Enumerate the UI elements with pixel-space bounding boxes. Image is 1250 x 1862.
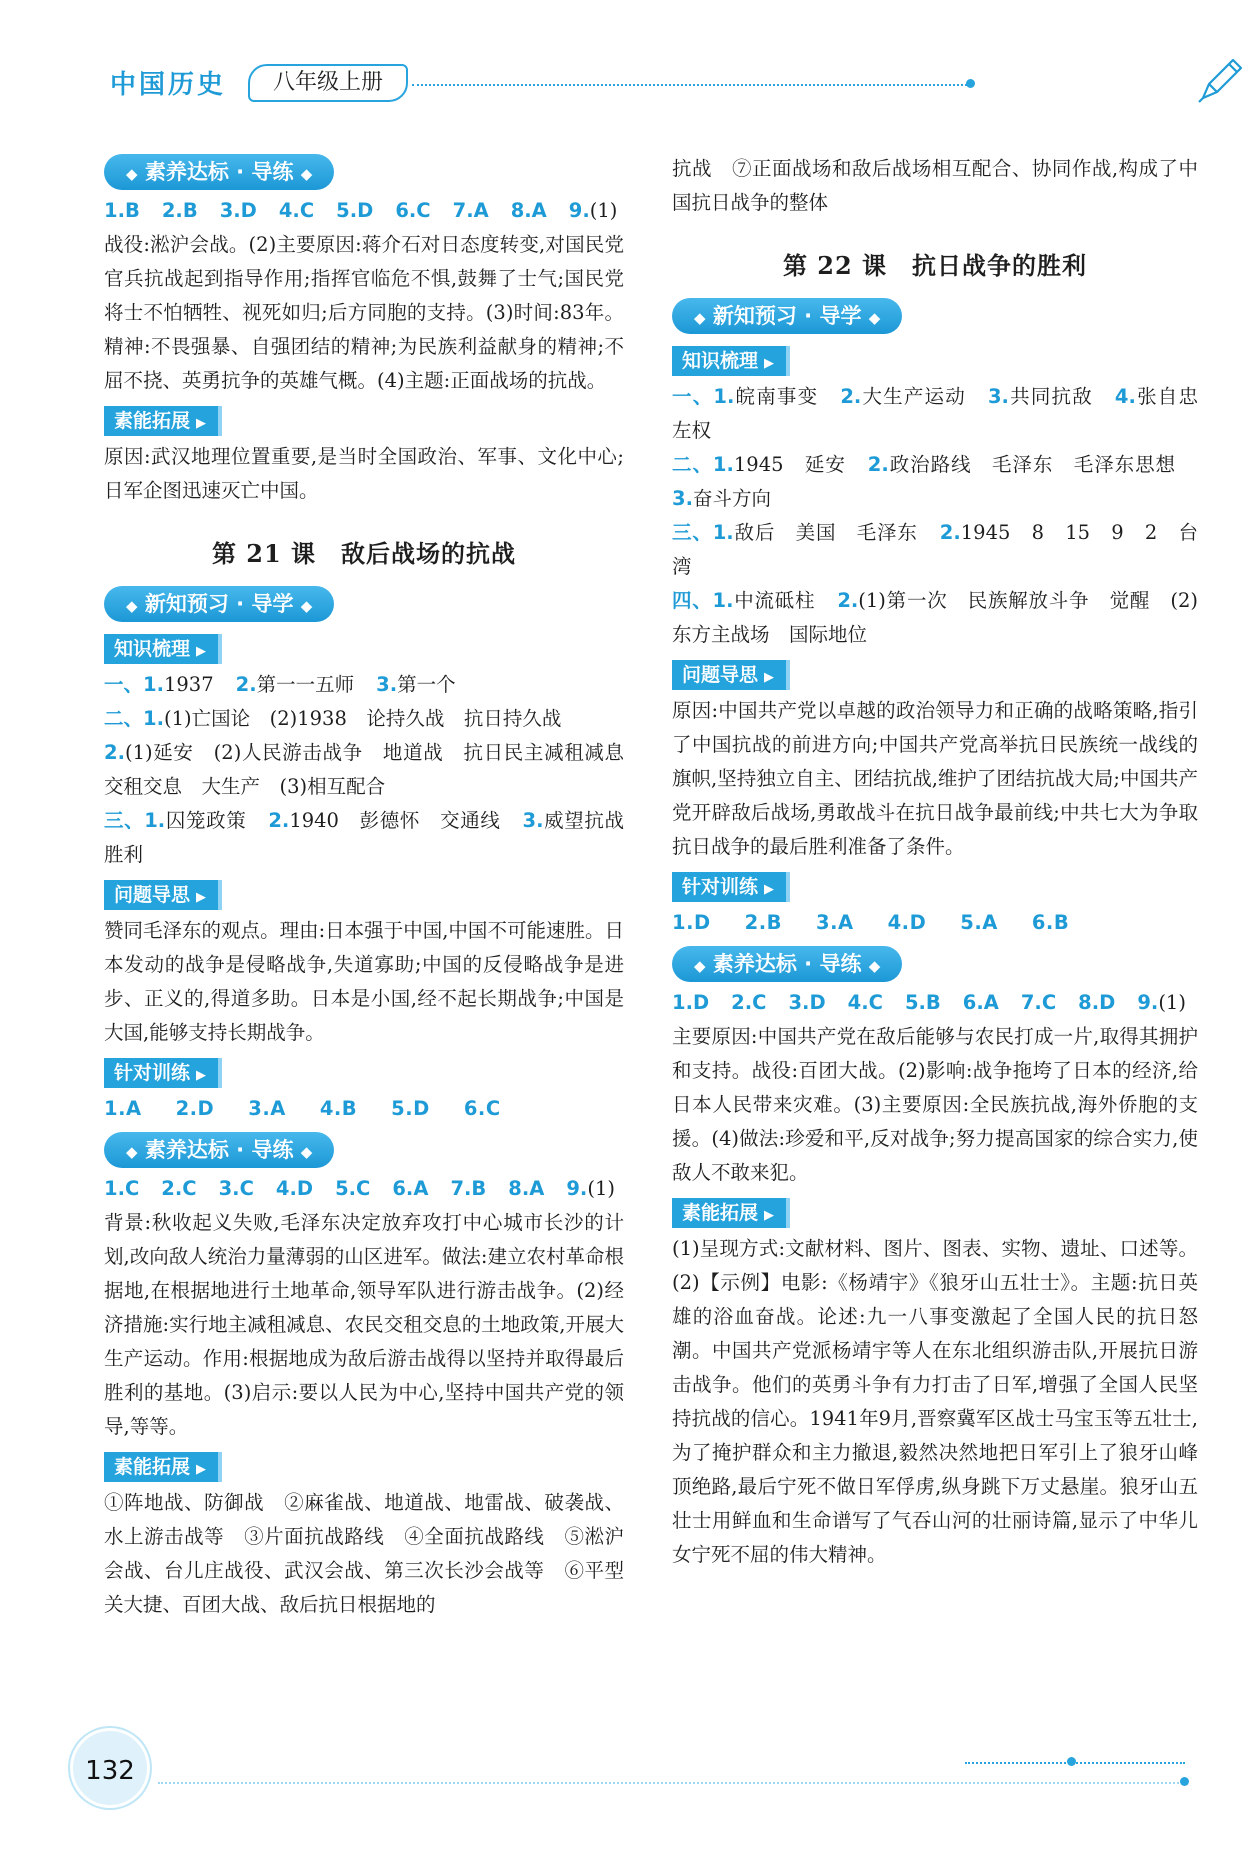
answer-block: 1.B 2.B 3.D 4.C 5.D 6.C 7.A 8.A 9.(1)战役:淞沪会战。(2)主要原因:蒋介石对日态度转变,对国民党官兵抗战起到指导作用;指挥官临危不惧,鼓舞了士气;国民党将士不怕牺牲、视死如归;后方同胞的支持。(3)时间:83年。精神:不畏强暴、自强团结的精神;为民族利益献身的精神;不屈不挠、英勇抗争的英雄气概。(4)主题:正面战场的抗战。 [104, 199, 624, 392]
knowledge-line: 二、1.1945 延安 2.政治路线 毛泽东 毛泽东思想3.奋斗方向 [672, 453, 1176, 510]
section-pill-preview: ◆ 新知预习 · 导学 ◆ [672, 298, 902, 334]
paragraph: 抗战 ⑦正面战场和敌后战场相互配合、协同作战,构成了中国抗日战争的整体 [672, 157, 1198, 214]
paragraph: (1)呈现方式:文献材料、图片、图表、实物、遗址、口述等。(2)【示例】电影:《杨靖宇》《狼牙山五壮士》。主题:抗日英雄的浴血奋战。论述:九一八事变激起了全国人民的抗日怒潮。中国共产党派杨靖宇等人在东北组织游击队,开展抗日游击战争。他们的英勇斗争有力打击了日军,增强了全国人民坚持抗战的信心。1941年9月,晋察冀军区战士马宝玉等五壮士,为了掩护群众和主力撤退,毅然决然地把日军引上了狼牙山峰顶绝路,最后宁死不做日军俘虏,纵身跳下万丈悬崖。狼牙山五壮士用鲜血和生命谱写了气吞山河的壮丽诗篇,显示了中华儿女宁死不屈的伟大精神。 [672, 1237, 1198, 1566]
footer-dot [1180, 1777, 1189, 1786]
section-tag-training: 针对训练 ▶ [672, 872, 790, 902]
section-tag-training: 针对训练 ▶ [104, 1058, 222, 1088]
lesson-title-21: 第 21 课 敌后战场的抗战 [211, 539, 517, 568]
knowledge-line: 2.(1)延安 (2)人民游击战争 地道战 抗日民主减租减息 交租交息 大生产 (3)相互配合 [104, 741, 644, 798]
section-tag-question: 问题导思 ▶ [104, 880, 222, 910]
footer-dot [1067, 1757, 1076, 1766]
right-column [672, 152, 1218, 1572]
section-pill-preview: ◆ 新知预习 · 导学 ◆ [104, 586, 334, 622]
knowledge-line: 三、1.敌后 美国 毛泽东 2.1945 8 15 9 2 台湾 [672, 521, 1198, 578]
section-tag-extension: 素能拓展 ▶ [104, 406, 222, 436]
paragraph: 赞同毛泽东的观点。理由:日本强于中国,中国不可能速胜。日本发动的战争是侵略战争,失道寡助;中国的反侵略战争是进步、正义的,得道多助。日本是小国,经不起长期战争;中国是大国,能够支持长期战争。 [104, 919, 624, 1044]
knowledge-line: 二、1.(1)亡国论 (2)1938 论持久战 抗日持久战 [104, 707, 562, 730]
knowledge-line: 一、1.皖南事变 2.大生产运动 3.共同抗敌 4.张自忠 左权 [672, 385, 1218, 442]
answer-block: 1.D 2.C 3.D 4.C 5.B 6.A 7.C 8.D 9.(1)主要原因:中国共产党在敌后能够与农民打成一片,取得其拥护和支持。战役:百团大战。(2)影响:战争拖垮了日本的经济,给日本人民带来灾难。(3)主要原因:全民族抗战,海外侨胞的支援。(4)做法:珍爱和平,反对战争;努力提高国家的综合实力,使敌人不敢来犯。 [672, 991, 1198, 1184]
paragraph: 原因:中国共产党以卓越的政治领导力和正确的战略策略,指引了中国抗战的前进方向;中国共产党高举抗日民族统一战线的旗帜,坚持独立自主、团结抗战,维护了团结抗战大局;中国共产党开辟敌后战场,勇敢战斗在抗日战争最前线;中共七大为争取抗日战争的最后胜利准备了条件。 [672, 699, 1198, 858]
subject-title: 中国历史 [110, 70, 227, 100]
section-pill-practice: ◆ 素养达标 · 导练 ◆ [672, 946, 902, 982]
answer-block: 1.D 2.B 3.A 4.D 5.A 6.B [672, 911, 1070, 934]
knowledge-line: 四、1.中流砥柱 2.(1)第一次 民族解放斗争 觉醒 (2)东方主战场 国际地位 [672, 589, 1198, 646]
section-tag-question: 问题导思 ▶ [672, 660, 790, 690]
section-tag-knowledge: 知识梳理 ▶ [672, 346, 790, 376]
knowledge-line: 一、1.1937 2.第一一五师 3.第一个 [104, 673, 456, 696]
header-dot [966, 79, 975, 88]
left-column [104, 148, 644, 1622]
knowledge-line: 三、1.囚笼政策 2.1940 彭德怀 交通线 3.威望抗战胜利 [104, 809, 624, 866]
paragraph: ①阵地战、防御战 ②麻雀战、地道战、地雷战、破袭战、水上游击战等 ③片面抗战路线 ④全面抗战路线 ⑤淞沪会战、台儿庄战役、武汉会战、第三次长沙会战等 ⑥平型关大捷、百团大战、敌后抗日根据地的 [104, 1491, 624, 1616]
lesson-title-22: 第 22 课 抗日战争的胜利 [782, 251, 1088, 280]
section-tag-extension: 素能拓展 ▶ [104, 1452, 222, 1482]
section-pill-practice: ◆ 素养达标 · 导练 ◆ [104, 154, 334, 190]
section-pill-practice: ◆ 素养达标 · 导练 ◆ [104, 1132, 334, 1168]
page-number: 132 [70, 1728, 150, 1808]
answer-block: 1.A 2.D 3.A 4.B 5.D 6.C [104, 1097, 501, 1120]
header-divider [412, 84, 967, 86]
paragraph: 原因:武汉地理位置重要,是当时全国政治、军事、文化中心;日军企图迅速灭亡中国。 [104, 445, 624, 502]
section-tag-knowledge: 知识梳理 ▶ [104, 634, 222, 664]
section-tag-extension: 素能拓展 ▶ [672, 1198, 790, 1228]
pen-icon [1195, 54, 1245, 106]
answer-block: 1.C 2.C 3.C 4.D 5.C 6.A 7.B 8.A 9.(1)背景:秋收起义失败,毛泽东决定放弃攻打中心城市长沙的计划,改向敌人统治力量薄弱的山区进军。做法:建立农村革命根据地,在根据地进行土地革命,领导军队进行游击战争。(2)经济措施:实行地主减租减息、农民交租交息的土地政策,开展大生产运动。作用:根据地成为敌后游击战得以坚持并取得最后胜利的基地。(3)启示:要以人民为中心,坚持中国共产党的领导,等等。 [104, 1177, 624, 1438]
footer-divider [158, 1782, 1183, 1784]
grade-badge: 八年级上册 [248, 64, 408, 102]
